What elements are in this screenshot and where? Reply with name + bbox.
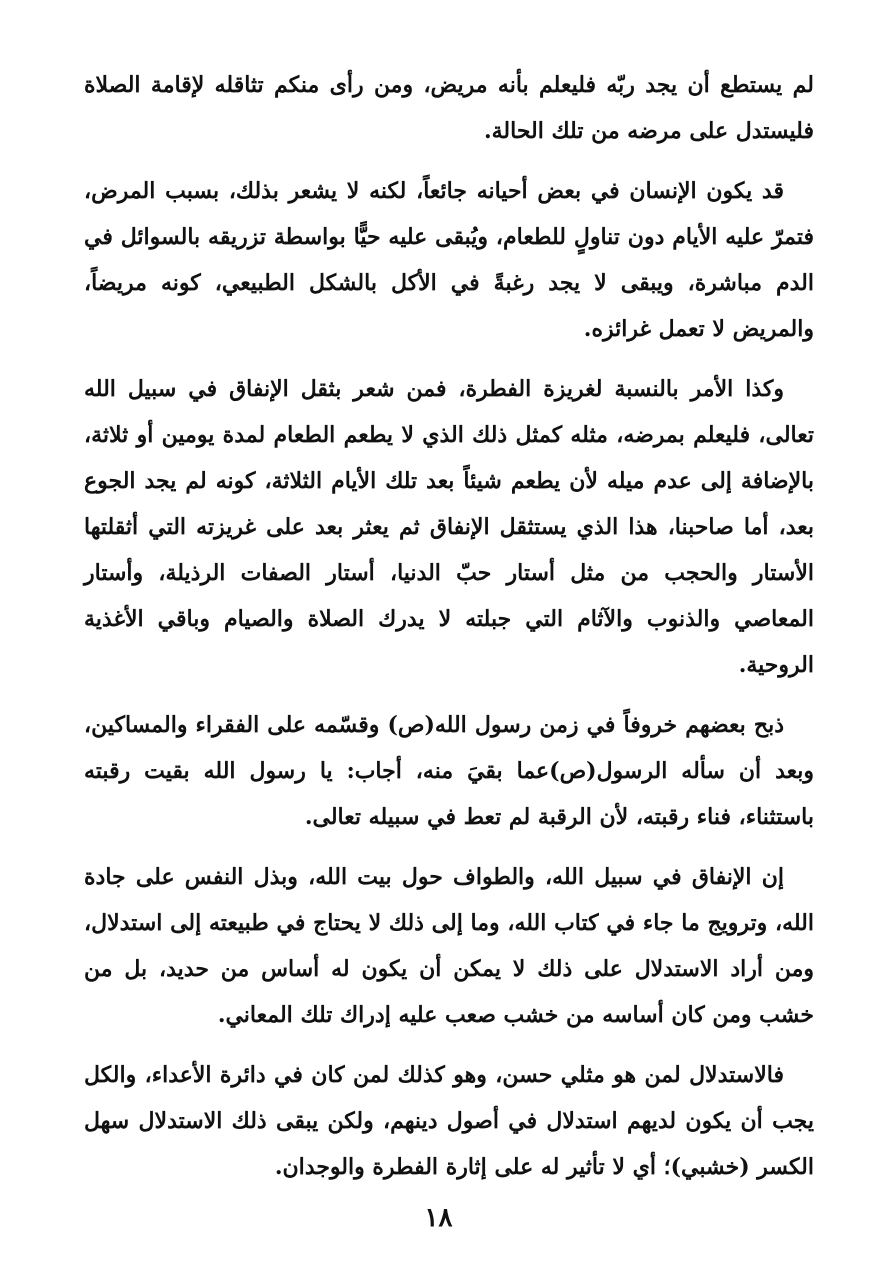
paragraph-5: إن الإنفاق في سبيل الله، والطواف حول بيت الله، وبذل النفس على جادة الله، وترويج ما جاء في كتاب الله، وما إلى ذلك لا يحتاج في طبيعته إلى استدلال، ومن أراد الاستدلال على ذلك لا يمكن أن يكون له أساس من حديد، بل من خشب ومن كان أساسه من خشب صعب عليه إدراك تلك المعاني. — [84, 864, 814, 1028]
paragraph-3: وكذا الأمر بالنسبة لغريزة الفطرة، فمن شعر بثقل الإنفاق في سبيل الله تعالى، فليعلم بمرضه، مثله كمثل ذلك الذي لا يطعم الطعام لمدة يومين أو ثلاثة، بالإضافة إلى عدم ميله لأن يطعم شيئاً بعد تلك الأيام الثلاثة، كونه لم يجد الجوع بعد، أما صاحبنا، هذا الذي يستثقل الإنفاق ثم يعثر بعد على غريزته التي أثقلتها الأستار والحجب من مثل أستار حبّ الدنيا، أستار الصفات الرذيلة، وأستار المعاصي والذنوب والآثام التي جبلته لا يدرك الصلاة والصيام وباقي الأغذية الروحية. — [84, 376, 814, 678]
paragraph-1: لم يستطع أن يجد ربّه فليعلم بأنه مريض، ومن رأى منكم تثاقله لإقامة الصلاة فليستدل على مرضه من تلك الحالة. — [84, 72, 814, 144]
body-text — [84, 62, 814, 1204]
paragraph-4: ذبح بعضهم خروفاً في زمن رسول الله(ص) وقسّمه على الفقراء والمساكين، وبعد أن سأله الرسول(ص)عما بقيَ منه، أجاب: يا رسول الله بقيت رقبته باستثناء، فناء رقبته، لأن الرقبة لم تعط في سبيله تعالى. — [84, 712, 814, 830]
page-number: ١٨ — [424, 1203, 453, 1233]
paragraph-6: فالاستدلال لمن هو مثلي حسن، وهو كذلك لمن كان في دائرة الأعداء، والكل يجب أن يكون لديهم استدلال في أصول دينهم، ولكن يبقى ذلك الاستدلال سهل الكسر (خشبي)؛ أي لا تأثير له على إثارة الفطرة والوجدان. — [84, 1062, 814, 1180]
paragraph-2: قد يكون الإنسان في بعض أحيانه جائعاً، لكنه لا يشعر بذلك، بسبب المرض، فتمرّ عليه الأيام دون تناولٍ للطعام، ويُبقى عليه حيًّا بواسطة تزريقه بالسوائل في الدم مباشرة، ويبقى لا يجد رغبةً في الأكل بالشكل الطبيعي، كونه مريضاً، والمريض لا تعمل غرائزه. — [84, 178, 814, 342]
